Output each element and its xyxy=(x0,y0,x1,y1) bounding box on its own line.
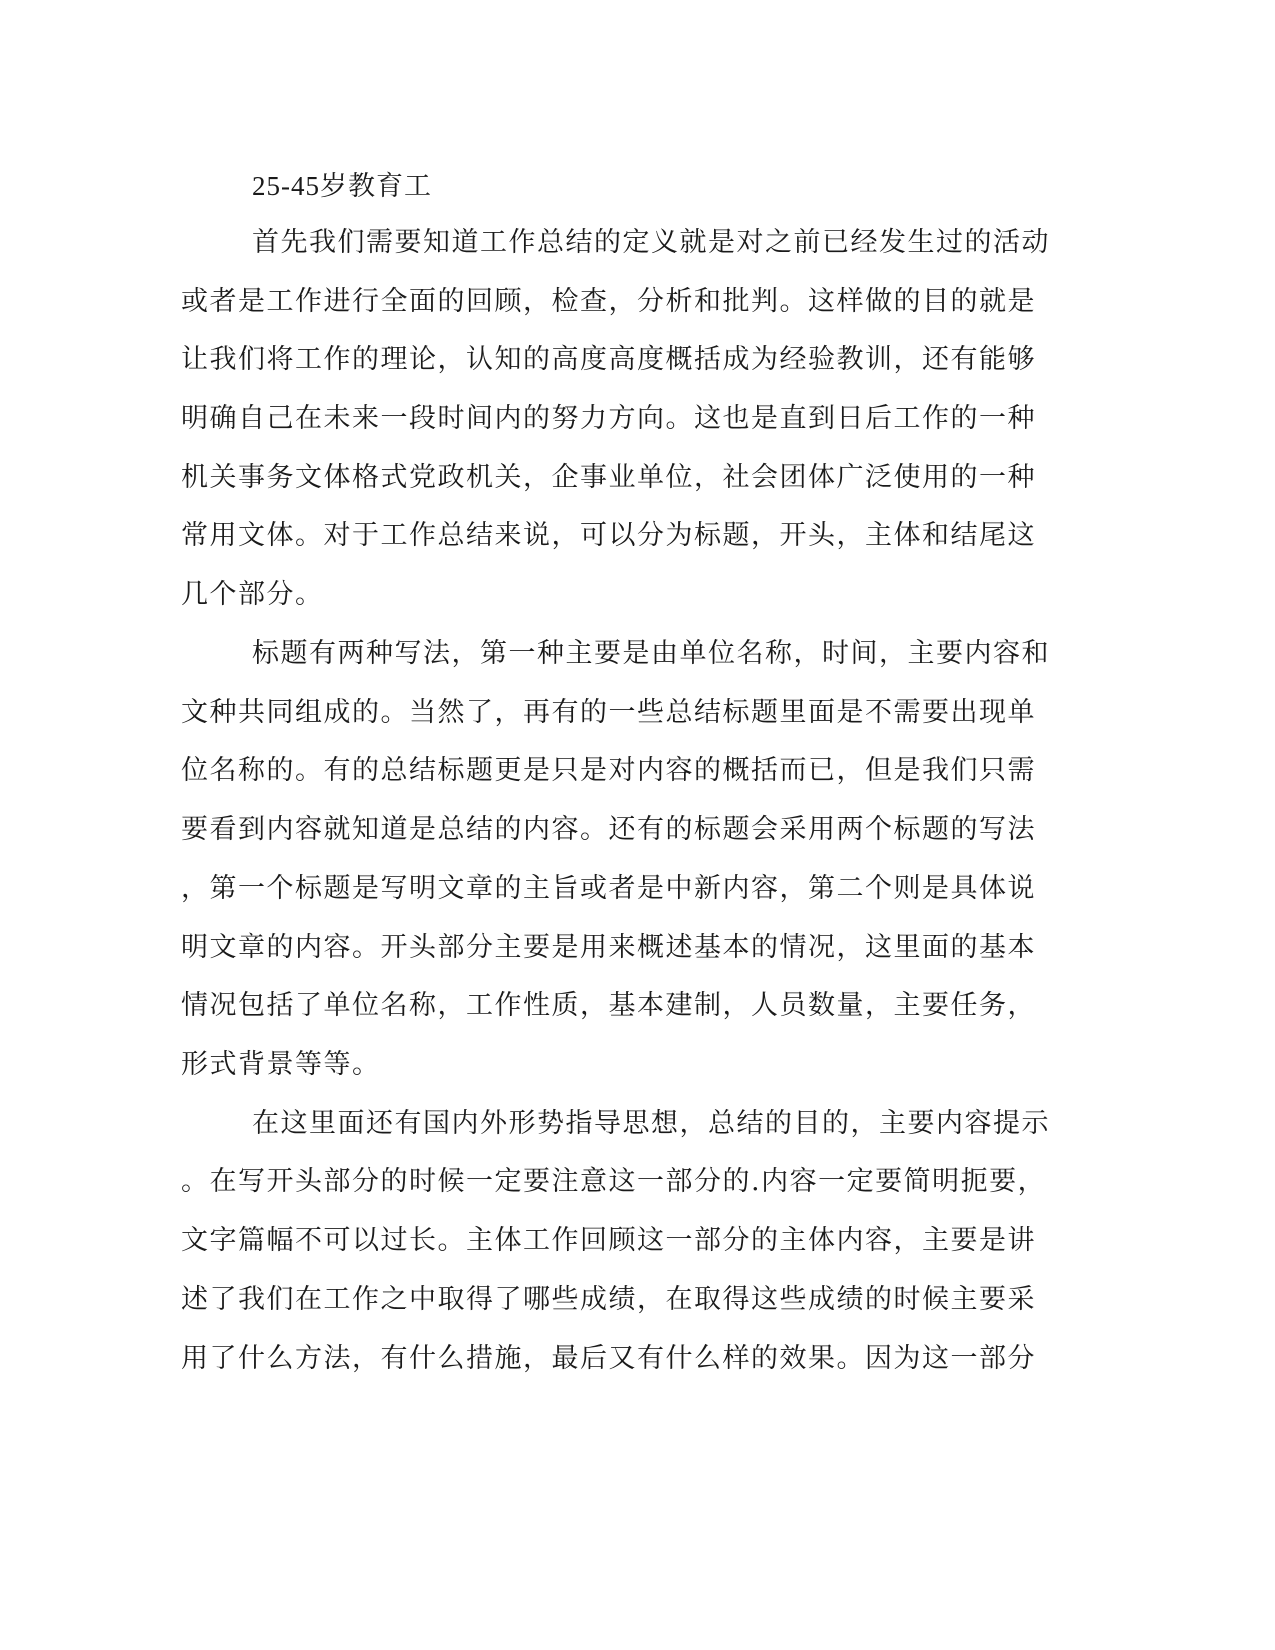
text-line: 文字篇幅不可以过长。主体工作回顾这一部分的主体内容，主要是讲 xyxy=(181,1225,1036,1256)
text-line: 明文章的内容。开头部分主要是用来概述基本的情况，这里面的基本 xyxy=(181,932,1036,963)
text-line: 。在写开头部分的时候一定要注意这一部分的.内容一定要简明扼要， xyxy=(181,1166,1047,1197)
text-line: 在这里面还有国内外形势指导思想，总结的目的，主要内容提示 xyxy=(252,1108,1050,1139)
text-line: 或者是工作进行全面的回顾，检查，分析和批判。这样做的目的就是 xyxy=(181,286,1036,317)
text-line: 用了什么方法，有什么措施，最后又有什么样的效果。因为这一部分 xyxy=(181,1343,1036,1374)
text-line: 明确自己在未来一段时间内的努力方向。这也是直到日后工作的一种 xyxy=(181,403,1036,434)
text-line: 位名称的。有的总结标题更是只是对内容的概括而已，但是我们只需 xyxy=(181,755,1036,786)
text-line: 机关事务文体格式党政机关，企事业单位，社会团体广泛使用的一种 xyxy=(181,462,1036,493)
text-line: 常用文体。对于工作总结来说，可以分为标题，开头，主体和结尾这 xyxy=(181,520,1036,551)
document-title: 25-45岁教育工 xyxy=(252,171,432,201)
text-line: 述了我们在工作之中取得了哪些成绩，在取得这些成绩的时候主要采 xyxy=(181,1284,1036,1315)
text-line: ，第一个标题是写明文章的主旨或者是中新内容，第二个则是具体说 xyxy=(181,873,1036,904)
text-line: 形式背景等等。 xyxy=(181,1049,381,1080)
text-line: 情况包括了单位名称，工作性质，基本建制，人员数量，主要任务， xyxy=(181,990,1036,1021)
text-line: 要看到内容就知道是总结的内容。还有的标题会采用两个标题的写法 xyxy=(181,814,1036,845)
text-line: 几个部分。 xyxy=(181,579,324,610)
text-line: 首先我们需要知道工作总结的定义就是对之前已经发生过的活动 xyxy=(252,227,1050,258)
text-line: 文种共同组成的。当然了，再有的一些总结标题里面是不需要出现单 xyxy=(181,697,1036,728)
text-line: 标题有两种写法，第一种主要是由单位名称，时间，主要内容和 xyxy=(252,638,1050,669)
text-line: 让我们将工作的理论，认知的高度高度概括成为经验教训，还有能够 xyxy=(181,344,1036,375)
